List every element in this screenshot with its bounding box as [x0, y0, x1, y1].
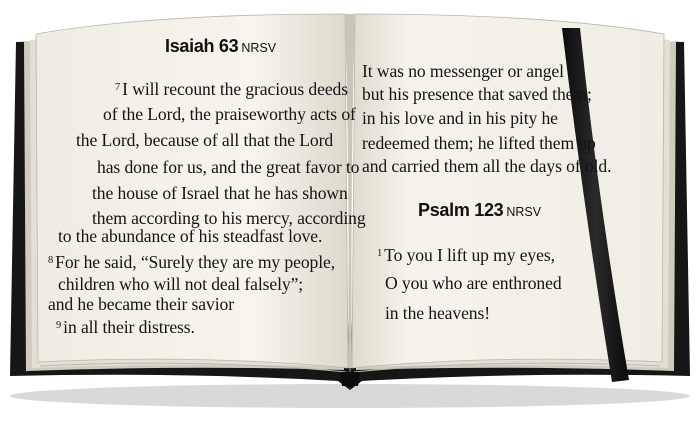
- verse-line: them according to his mercy, according: [92, 208, 366, 228]
- verse-line: children who will not deal falsely”;: [58, 274, 304, 294]
- verse-line: $^1$ To you I lift up my eyes,: [377, 245, 555, 265]
- verse-line: $^7$ I will recount the gracious deeds: [115, 79, 348, 99]
- verse-line: and he became their savior: [48, 294, 234, 314]
- verse-number: 9: [56, 320, 62, 331]
- verse-line: $^9$ in all their distress.: [56, 317, 195, 337]
- verse-line: to the abundance of his steadfast love.: [58, 226, 323, 246]
- version-label: NRSV: [506, 205, 542, 219]
- book-chapter-title: Isaiah 63: [165, 36, 239, 56]
- left-page-title: [165, 36, 276, 57]
- verse-line: has done for us, and the great favor to: [97, 157, 360, 177]
- verse-number: 8: [48, 255, 54, 266]
- verse-line: $^8$ For he said, “Surely they are my people,: [48, 252, 336, 272]
- verse-number: 7: [115, 82, 121, 93]
- verse-line: the Lord, because of all that the Lord: [76, 130, 334, 150]
- verse-line: in his love and in his pity he: [362, 108, 558, 128]
- verse-number: 1: [377, 248, 383, 259]
- verse-line: redeemed them; he lifted them up: [362, 133, 596, 153]
- verse-line: It was no messenger or angel: [362, 61, 564, 81]
- verse-line: in the heavens!: [385, 303, 490, 323]
- psalm-title: Psalm 123: [418, 200, 504, 220]
- right-page-title: [418, 200, 541, 221]
- version-label: NRSV: [241, 41, 277, 55]
- verse-line: the house of Israel that he has shown: [92, 183, 348, 203]
- verse-line: but his presence that saved them;: [362, 84, 592, 104]
- verse-line: of the Lord, the praiseworthy acts of: [103, 104, 356, 124]
- verse-line: O you who are enthroned: [385, 273, 562, 293]
- ribbon-tab: [340, 372, 360, 386]
- verse-line: and carried them all the days of old.: [362, 156, 612, 176]
